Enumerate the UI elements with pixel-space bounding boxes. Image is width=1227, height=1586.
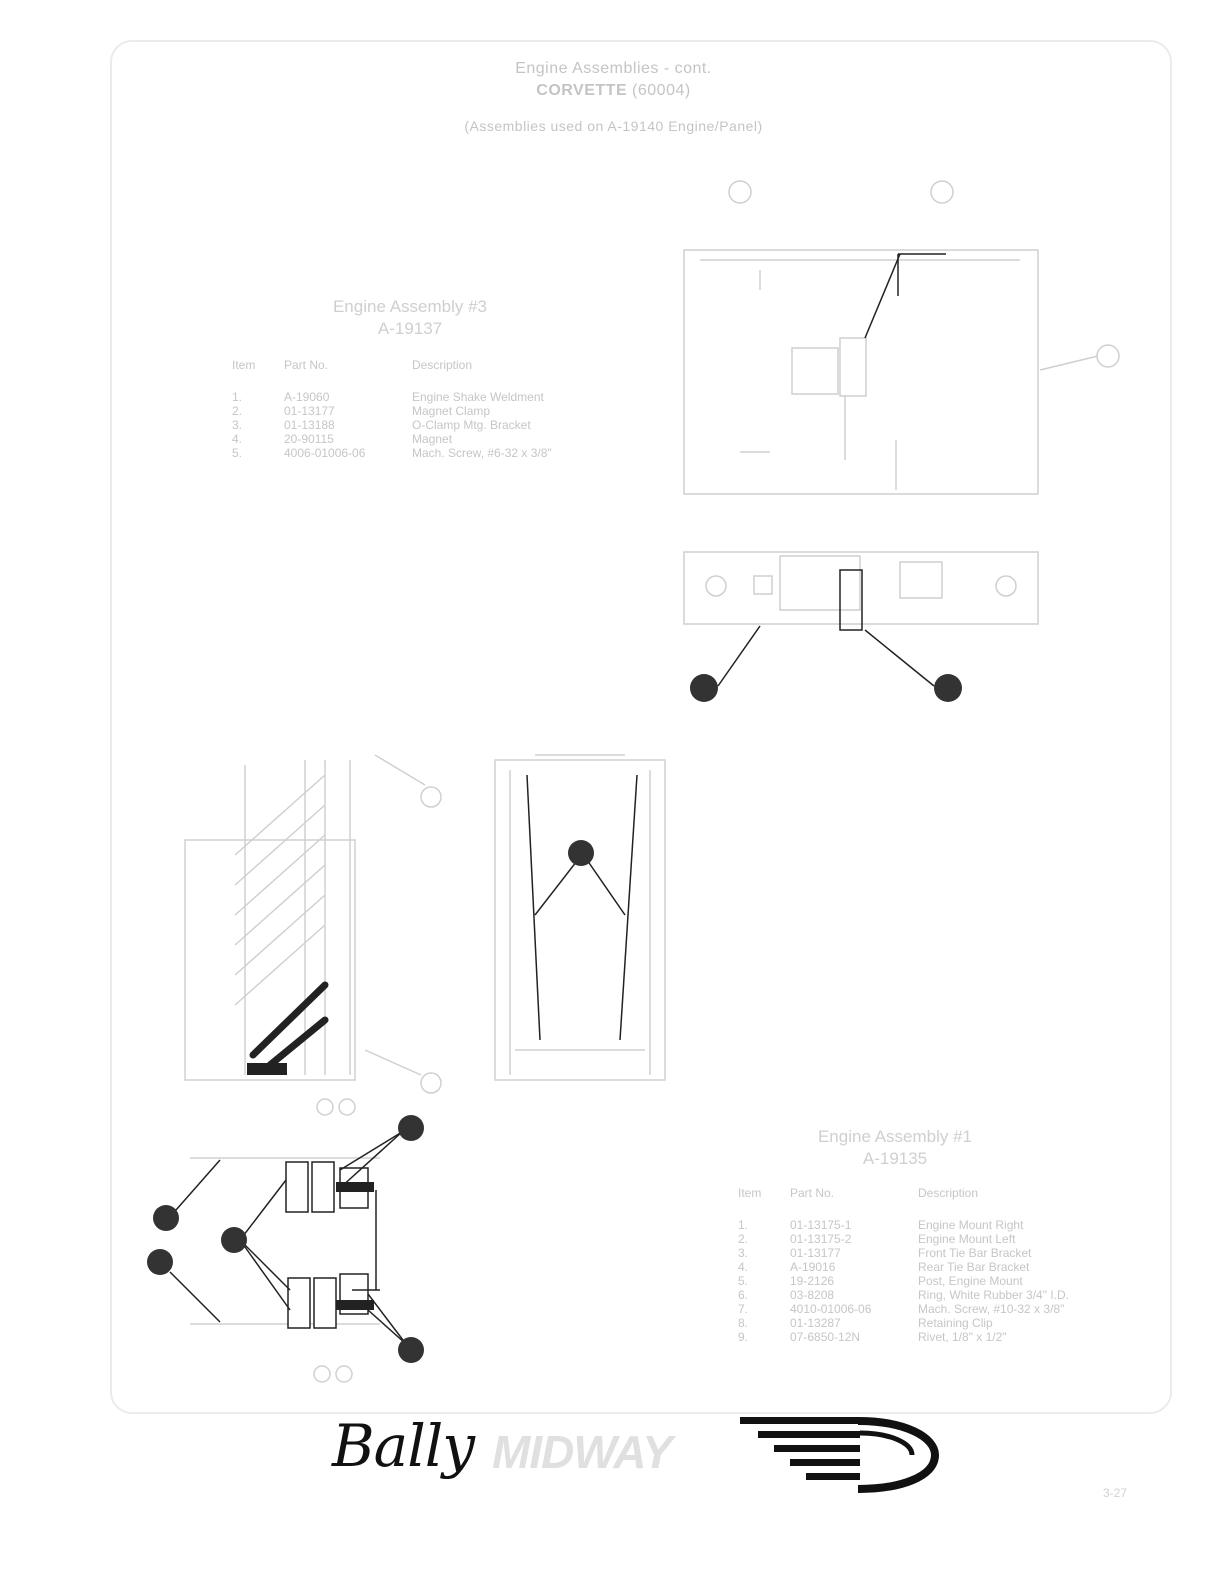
part-cell: 01-13188 xyxy=(284,418,335,432)
part-cell: A-19060 xyxy=(284,390,330,404)
part-cell: 01-13175-1 xyxy=(790,1218,852,1232)
assembly-1-title: Engine Assembly #1 xyxy=(817,1127,973,1146)
item-cell: 2. xyxy=(232,404,243,418)
item-cell: 4. xyxy=(738,1260,749,1274)
description-cell: Magnet Clamp xyxy=(412,404,491,418)
assembly-3-part-number: A-19137 xyxy=(377,319,443,338)
callout-dot xyxy=(934,674,962,702)
game-name: CORVETTE xyxy=(536,82,628,99)
item-cell: 5. xyxy=(738,1274,749,1288)
callout-dot xyxy=(568,840,594,866)
column-header: Part No. xyxy=(790,1186,835,1200)
table-row xyxy=(232,404,552,418)
description-cell: Front Tie Bar Bracket xyxy=(918,1246,1032,1260)
table-row xyxy=(232,418,552,432)
engine-shake-drawing xyxy=(660,170,1140,720)
table-header-row xyxy=(738,1186,1069,1200)
item-cell: 3. xyxy=(738,1246,749,1260)
column-header: Item xyxy=(232,358,256,372)
description-cell: Engine Mount Right xyxy=(918,1218,1024,1232)
part-cell: 19-2126 xyxy=(790,1274,835,1288)
game-title xyxy=(0,82,1227,100)
midway-wing-logo-icon xyxy=(740,1415,940,1495)
callout-dot xyxy=(398,1115,424,1141)
table-row xyxy=(738,1330,1069,1344)
callout-dot xyxy=(398,1337,424,1363)
column-header: Description xyxy=(412,358,473,372)
part-cell: A-19016 xyxy=(790,1260,836,1274)
assembly-1-parts-table xyxy=(738,1186,1069,1344)
description-cell: Retaining Clip xyxy=(918,1316,993,1330)
assembly-1-heading xyxy=(775,1126,1015,1170)
part-cell: 4010-01006-06 xyxy=(790,1302,872,1316)
item-cell: 5. xyxy=(232,446,243,460)
part-cell: 01-13177 xyxy=(284,404,335,418)
part-cell: 4006-01006-06 xyxy=(284,446,366,460)
callout-dot xyxy=(153,1205,179,1231)
assembly-3-parts-table xyxy=(232,358,552,460)
table-row xyxy=(738,1218,1069,1232)
table-row xyxy=(738,1316,1069,1330)
column-header: Description xyxy=(918,1186,979,1200)
callout-dot xyxy=(221,1227,247,1253)
assembly-1-part-number: A-19135 xyxy=(862,1149,928,1168)
callout-dot xyxy=(690,674,718,702)
item-cell: 4. xyxy=(232,432,243,446)
table-row xyxy=(738,1246,1069,1260)
assembly-3-title: Engine Assembly #3 xyxy=(332,297,488,316)
table-row xyxy=(738,1232,1069,1246)
table-row xyxy=(738,1288,1069,1302)
part-cell: 01-13177 xyxy=(790,1246,841,1260)
table-header-row xyxy=(232,358,552,372)
item-cell: 7. xyxy=(738,1302,749,1316)
part-cell: 20-90115 xyxy=(284,432,334,446)
item-cell: 8. xyxy=(738,1316,749,1330)
description-cell: Post, Engine Mount xyxy=(918,1274,1023,1288)
section-subtitle: (Assemblies used on A-19140 Engine/Panel) xyxy=(464,118,763,134)
description-cell: Ring, White Rubber 3/4" I.D. xyxy=(918,1288,1069,1302)
description-cell: Mach. Screw, #10-32 x 3/8" xyxy=(918,1302,1065,1316)
game-number: (60004) xyxy=(627,82,691,99)
callout-dot xyxy=(147,1249,173,1275)
page-number: 3-27 xyxy=(1102,1486,1127,1500)
table-row xyxy=(232,446,552,460)
description-cell: Magnet xyxy=(412,432,453,446)
item-cell: 2. xyxy=(738,1232,749,1246)
part-cell: 01-13175-2 xyxy=(790,1232,852,1246)
engine-mount-drawing xyxy=(175,745,695,1125)
engine-post-drawing xyxy=(140,1110,460,1390)
table-row xyxy=(738,1274,1069,1288)
section-title: Engine Assemblies - cont. xyxy=(515,60,712,77)
description-cell: Rivet, 1/8" x 1/2" xyxy=(918,1330,1007,1344)
column-header: Item xyxy=(738,1186,762,1200)
item-cell: 3. xyxy=(232,418,243,432)
table-row xyxy=(738,1260,1069,1274)
midway-logo: MIDWAY xyxy=(492,1426,672,1478)
item-cell: 6. xyxy=(738,1288,749,1302)
part-cell: 03-8208 xyxy=(790,1288,835,1302)
description-cell: Engine Shake Weldment xyxy=(412,390,544,404)
description-cell: Engine Mount Left xyxy=(918,1232,1016,1246)
part-cell: 01-13287 xyxy=(790,1316,841,1330)
description-cell: O-Clamp Mtg. Bracket xyxy=(412,418,531,432)
item-cell: 1. xyxy=(738,1218,749,1232)
table-row xyxy=(232,390,552,404)
part-cell: 07-6850-12N xyxy=(790,1330,861,1344)
item-cell: 9. xyxy=(738,1330,749,1344)
description-cell: Rear Tie Bar Bracket xyxy=(918,1260,1030,1274)
table-row xyxy=(738,1302,1069,1316)
item-cell: 1. xyxy=(232,390,243,404)
table-row xyxy=(232,432,552,446)
bally-logo: Bally xyxy=(332,1412,475,1480)
column-header: Part No. xyxy=(284,358,329,372)
assembly-3-heading xyxy=(290,296,530,340)
description-cell: Mach. Screw, #6-32 x 3/8" xyxy=(412,446,552,460)
